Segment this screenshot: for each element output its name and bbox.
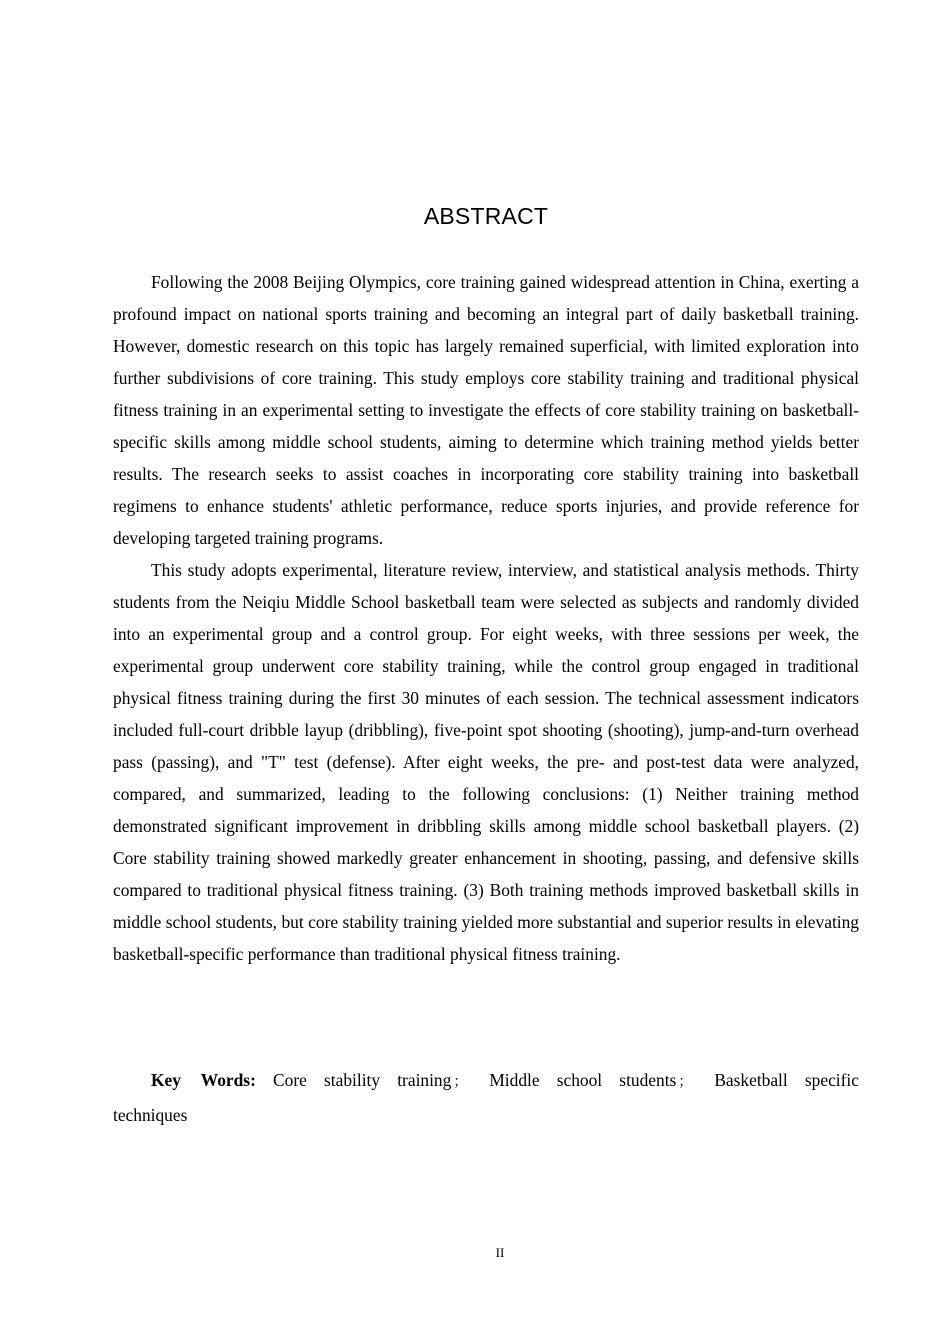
page-number: II — [495, 1245, 505, 1260]
keyword-separator: ； — [453, 1075, 468, 1090]
keyword-item: Core stability training — [273, 1070, 452, 1090]
abstract-body — [113, 266, 859, 970]
abstract-paragraph-2: This study adopts experimental, literature review, interview, and statistical analysis methods. Thirty students from the Neiqiu Middle School basketball team were selected as subjects and randomly divided into an experimental group and a control group. For eight weeks, with three sessions per week, the experimental group underwent core stability training, while the control group engaged in traditional physical fitness training during the first 30 minutes of each session. The technical assessment indicators included full-court dribble layup (dribbling), five-point spot shooting (shooting), jump-and-turn overhead pass (passing), and "T" test (defense). After eight weeks, the pre- and post-test data were analyzed, compared, and summarized, leading to the following conclusions: (1) Neither training method demonstrated significant improvement in dribbling skills among middle school basketball players. (2) Core stability training showed markedly greater enhancement in shooting, passing, and defensive skills compared to traditional physical fitness training. (3) Both training methods improved basketball skills in middle school students, but core stability training yielded more substantial and superior results in elevating basketball-specific performance than traditional physical fitness training. — [113, 560, 859, 964]
keywords-line — [113, 1064, 859, 1131]
page-title: ABSTRACT — [423, 203, 549, 229]
keyword-separator: ； — [678, 1075, 693, 1090]
keyword-item: Middle school students — [489, 1070, 677, 1090]
keywords-label: Key Words: — [151, 1070, 256, 1090]
abstract-paragraph-1: Following the 2008 Beijing Olympics, core training gained widespread attention in China, exerting a profound impact on national sports training and becoming an integral part of daily basketball training. However, domestic research on this topic has largely remained superficial, with limited exploration into further subdivisions of core training. This study employs core stability training and traditional physical fitness training in an experimental setting to investigate the effects of core stability training on basketball-specific skills among middle school students, aiming to determine which training method yields better results. The research seeks to assist coaches in incorporating core stability training into basketball regimens to enhance students' athletic performance, reduce sports injuries, and provide reference for developing targeted training programs. — [113, 272, 859, 548]
keyword-item: Basketball specific techniques — [113, 1070, 859, 1125]
